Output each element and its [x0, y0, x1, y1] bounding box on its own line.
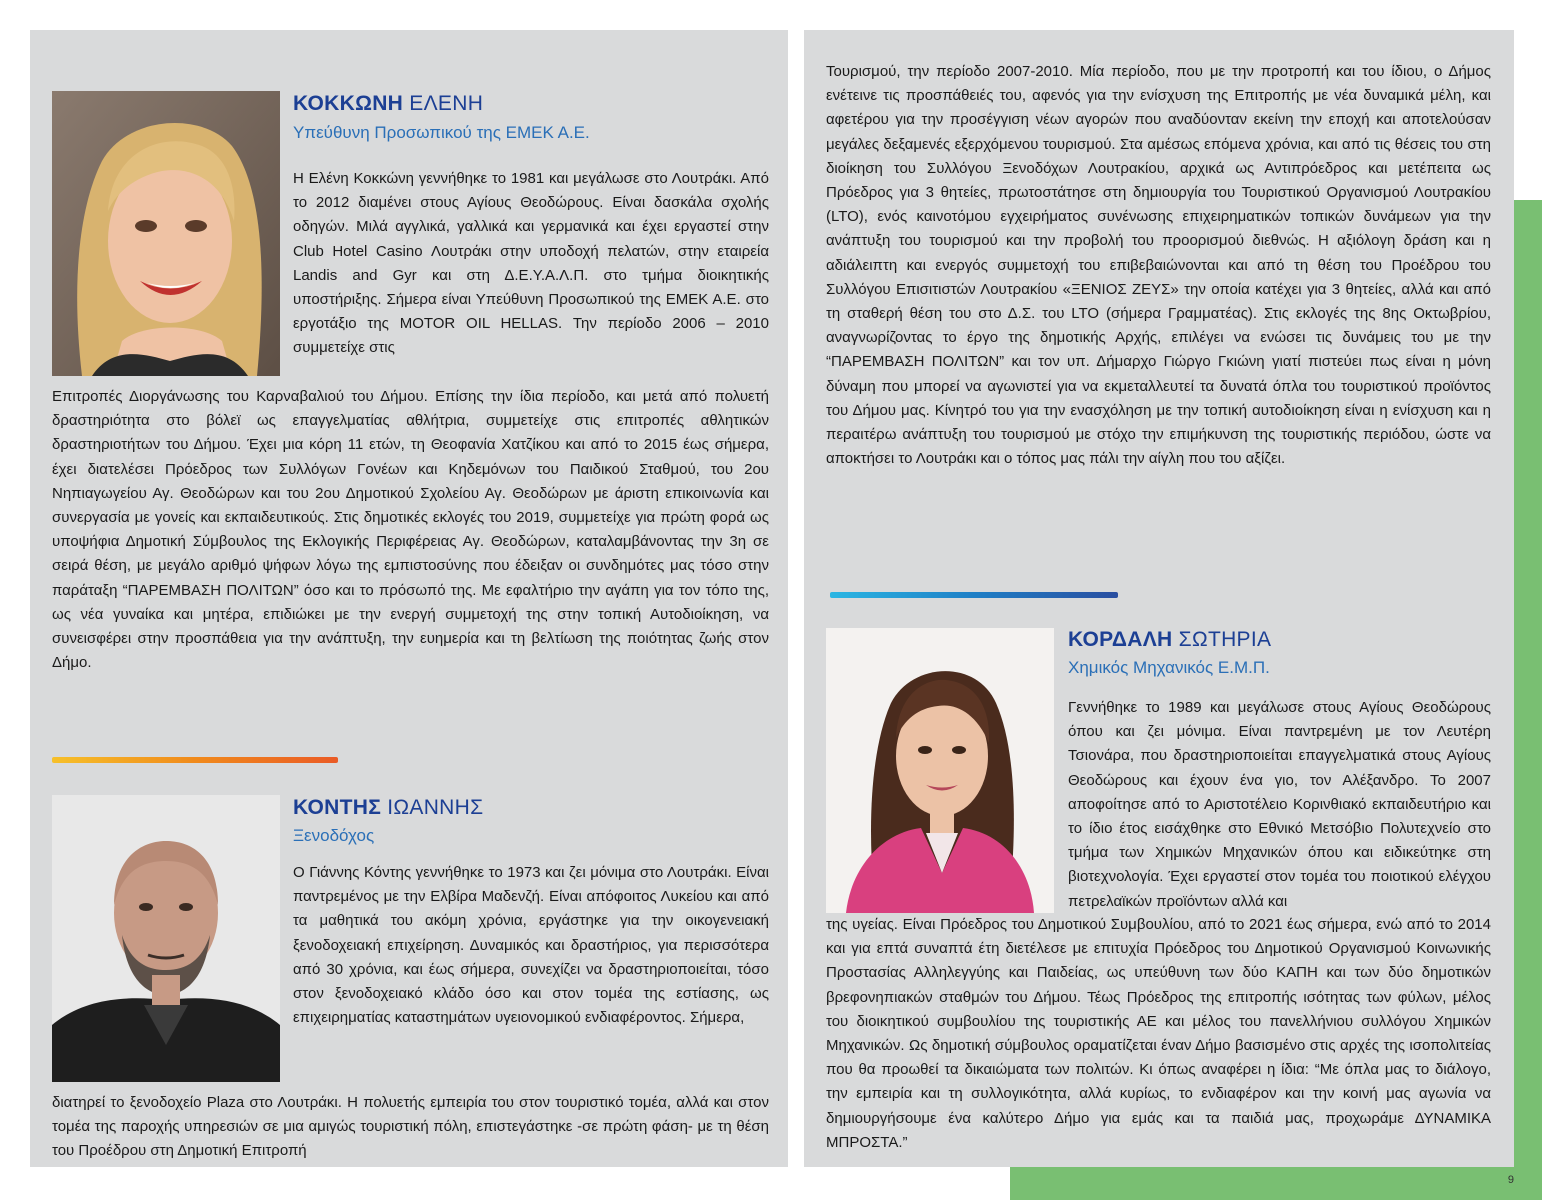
bio-kontis-continued: Τουρισμού, την περίοδο 2007-2010. Μία περίοδο, που με την προτροπή και του ίδιου, ο Δήμος ενέτεινε τις προσπάθειές του, αφενός για την ενίσχυση της Επιτροπής με νέα δυναμικά μέλη, και αφετέρου για την προσέγγιση νέων αγορών που αναδύονταν εκείνη την εποχή και αποτελούσαν μεγάλες δεξαμενές εξερχόμενου τουρισμού. Στα αμέσως επόμενα χρόνια, και από τις θέσεις του στη διοίκηση του Συλλόγου Ξενοδόχων Λουτρακίου, αρχικά ως Αντιπρόεδρος και μετέπειτα ως Πρόεδρος για 3 θητείες, πρωτοστάτησε στη δημιουργία του Τουριστικού Οργανισμού Λουτρακίου (LTO), ενός καινοτόμου εγχειρήματος συνένωσης επιχειρηματικών τοπικών δυνάμεων για την ανάπτυξη του τουρισμού και την προβολή του προορισμού διεθνώς. Η αξιόλογη δράση και η αδιάλειπτη και ενεργός συμμετοχή του επιβεβαιώνονται και από τη θέση του Προέδρου του Συλλόγου Επισιτιστών Λουτρακίου «ΞΕΝΙΟΣ ΖΕΥΣ» την οποία κατέχει για 3 θητείες, αλλά και από τη σταθερή θέση του στο Δ.Σ. του LTO (σήμερα Γραμματέας). Στις εκλογές της 8ης Οκτωβρίου, αναγνωρίζοντας το έργο της δημοτικής Αρχής, επιλέγει να ενώσει τις δυνάμεις του με την “ΠΑΡΕΜΒΑΣΗ ΠΟΛΙΤΩΝ” και τον υπ. Δήμαρχο Γιώργο Γκιώνη γιατί πιστεύει πως είναι η μόνη δύναμη που μπορεί να αγωνιστεί για να εκμεταλλευτεί τα δυνατά όπλα του τουριστικού προϊόντος του Δήμου μας. Κίνητρό του για την ενασχόληση με την τοπική αυτοδιοίκηση είναι η ενίσχυση και η περαιτέρω ανάπτυξη του τουρισμού με στόχο την επιμήκυνση της τουριστικής περιόδου, ώστε να αποκτήσει το Λουτράκι και ο τόπος μας πάλι την αίγλη που του αξίζει.: [826, 63, 1491, 468]
bio-kontis-wide: διατηρεί το ξενοδοχείο Plaza στο Λουτράκι. Η πολυετής εμπειρία του στον τουριστικό τομέα, αλλά και στον τομέα της παροχής υπηρεσιών σε μια αμιγώς τουριστική πόλη, επιστεγάστηκε -σε πρώτη φάση- με τη θέση του Προέδρου στη Δημοτική Επιτροπή: [52, 1094, 769, 1160]
bio-kordali-wide: της υγείας. Είναι Πρόεδρος του Δημοτικού Συμβουλίου, από το 2021 έως σήμερα, ενώ από το 2014 και για επτά συναπτά έτη διετέλεσε με επιτυχία Πρόεδρος του Δημοτικού Οργανισμού Κοινωνικής Προστασίας Αλληλεγγύης και Παιδείας, ως υπεύθυνη των δύο ΚΑΠΗ και των δύο δημοτικών βρεφονηπιακών σταθμών του Δήμου. Τέως Πρόεδρος της επιτροπής ισότητας των φύλων, μέλος του διοικητικού συμβουλίου της τουριστικής ΑΕ και μέλος του πανελλήνιου συλλόγου Χημικών Μηχανικών. Ως δημοτική σύμβουλος οραματίζεται έναν Δήμο βασισμένο στις αρχές της ισοπολιτείας που θα προωθεί τα δικαιώματα των πολιτών. Κι όπως αναφέρει η ίδια: “Με όπλα μας το διάλογο, την εμπειρία και τη συλλογικότητα, αλλά κυρίως, το ενδιαφέρον και την κοινή μας αγωνία να δημιουργήσουμε ένα καλύτερο Δήμο για εμάς και τα παιδιά μας, προχωράμε ΔΥΝΑΜΙΚΑ ΜΠΡΟΣΤΑ.”: [826, 916, 1491, 1151]
bio-kokkoni-narrow: Η Ελένη Κοκκώνη γεννήθηκε το 1981 και μεγάλωσε στο Λουτράκι. Από το 2012 διαμένει στους Αγίους Θεοδώρους. Είναι δασκάλα σχολής οδηγών. Μιλά αγγλικά, γαλλικά και γερμανικά και έχει εργαστεί στην Club Hotel Casino Λουτράκι στην υποδοχή πελατών, στην εταιρεία Landis and Gyr και στη Δ.Ε.Υ.Α.Λ.Π. στο τμήμα διοικητικής υποστήριξης. Σήμερα είναι Υπεύθυνη Προσωπικού της ΕΜΕΚ Α.Ε. στο εργοτάξιο της MOTOR OIL HELLAS. Την περίοδο 2006 – 2010 συμμετείχε στις: [293, 170, 769, 357]
person-name-kokkoni: ΚΟΚΚΩΝΗ ΕΛΕΝΗ: [293, 92, 484, 115]
photo-kordali: [826, 628, 1054, 913]
bio-kordali-narrow: Γεννήθηκε το 1989 και μεγάλωσε στους Αγίους Θεοδώρους όπου και ζει μόνιμα. Είναι παντρεμένη με τον Λευτέρη Τσιονάρα, που δραστηριοποιείται επαγγελματικά στους Αγίους Θεοδώρους και έχουν ένα γιο, τον Αλέξανδρο. Το 2007 αποφοίτησε από το Αριστοτέλειο Κορινθιακό εκπαιδευτήριο και το ίδιο έτος εισάχθηκε στο Εθνικό Μετσόβιο Πολυτεχνείο στο τμήμα των Χημικών Μηχανικών όπου και ειδικεύτηκε στη βιοτεχνολογία. Έχει εργαστεί στον τομέα του ποιοτικού ελέγχου πετρελαϊκών προϊόντων αλλά και: [1068, 699, 1491, 910]
section-divider-blue: [830, 592, 1118, 598]
person-name-kordali: ΚΟΡΔΑΛΗ ΣΩΤΗΡΙΑ: [1068, 628, 1272, 651]
right-panel: [804, 30, 1514, 1167]
photo-kokkoni: [52, 91, 280, 376]
person-name-kontis: ΚΟΝΤΗΣ ΙΩΑΝΝΗΣ: [293, 796, 484, 819]
photo-kontis: [52, 795, 280, 1082]
person-role-kontis: Ξενοδόχος: [293, 826, 375, 845]
left-panel: [30, 30, 788, 1167]
page-number: 9: [1507, 1174, 1514, 1186]
section-divider-orange: [52, 757, 338, 763]
person-role-kordali: Χημικός Μηχανικός Ε.Μ.Π.: [1068, 658, 1270, 677]
bio-kontis-narrow: Ο Γιάννης Κόντης γεννήθηκε το 1973 και ζει μόνιμα στο Λουτράκι. Είναι παντρεμένος με την Ελβίρα Μαδενζή. Είναι απόφοιτος Λυκείου και από τα μαθητικά του ακόμη χρόνια, εργάστηκε για την οικογενειακή ξενοδοχειακή επιχείρηση. Δυναμικός και δραστήριος, για περισσότερα από 30 χρόνια, και έως σήμερα, συνεχίζει να δραστηριοποιείται, τόσο στον ξενοδοχειακό κλάδο όσο και στον τομέα της εστίασης, ως επιχειρηματίας καταστημάτων υγειονομικού ενδιαφέροντος. Σήμερα,: [293, 864, 769, 1027]
bio-kokkoni-wide: Επιτροπές Διοργάνωσης του Καρναβαλιού του Δήμου. Επίσης την ίδια περίοδο, και μετά από πολυετή δραστηριότητα στο βόλεϊ ως επαγγελματίας αθλήτρια, συμμετείχε στις επιτροπές αθλητικών δραστηριοτήτων του Δήμου. Έχει μια κόρη 11 ετών, τη Θεοφανία Χατζίκου και από το 2015 έως σήμερα, έχει διατελέσει Πρόεδρος των Συλλόγων Γονέων και Κηδεμόνων του Παιδικού Σταθμού, του 2ου Νηπιαγωγείου Αγ. Θεοδώρων και του 2ου Δημοτικού Σχολείου Αγ. Θεοδώρων με άριστη επικοινωνία και συνεργασία με γονείς και εκπαιδευτικούς. Στις δημοτικές εκλογές του 2019, συμμετείχε για πρώτη φορά ως υποψήφια Δημοτική Σύμβουλος της Εκλογικής Περιφέρειας Αγ. Θεοδώρων, καταλαμβάνοντας την 3η σε σειρά θέση, με μεγάλο αριθμό ψήφων λόγω της εμπιστοσύνης που έδειξαν οι συνδημότες μας τόσο στην παράταξη “ΠΑΡΕΜΒΑΣΗ ΠΟΛΙΤΩΝ” όσο και το πρόσωπό της. Με εφαλτήριο την αγάπη για τον τόπο της, ως νέα γυναίκα και μητέρα, επιδιώκει με την ενεργή συμμετοχή της στην τοπική Αυτοδιοίκηση, να συνεισφέρει στην προσπάθεια για την ανάπτυξη, την ευημερία και τη βελτίωση της ποιότητας ζωής στον Δήμο.: [52, 388, 769, 672]
person-role-kokkoni: Υπεύθυνη Προσωπικού της ΕΜΕΚ Α.Ε.: [293, 123, 590, 142]
